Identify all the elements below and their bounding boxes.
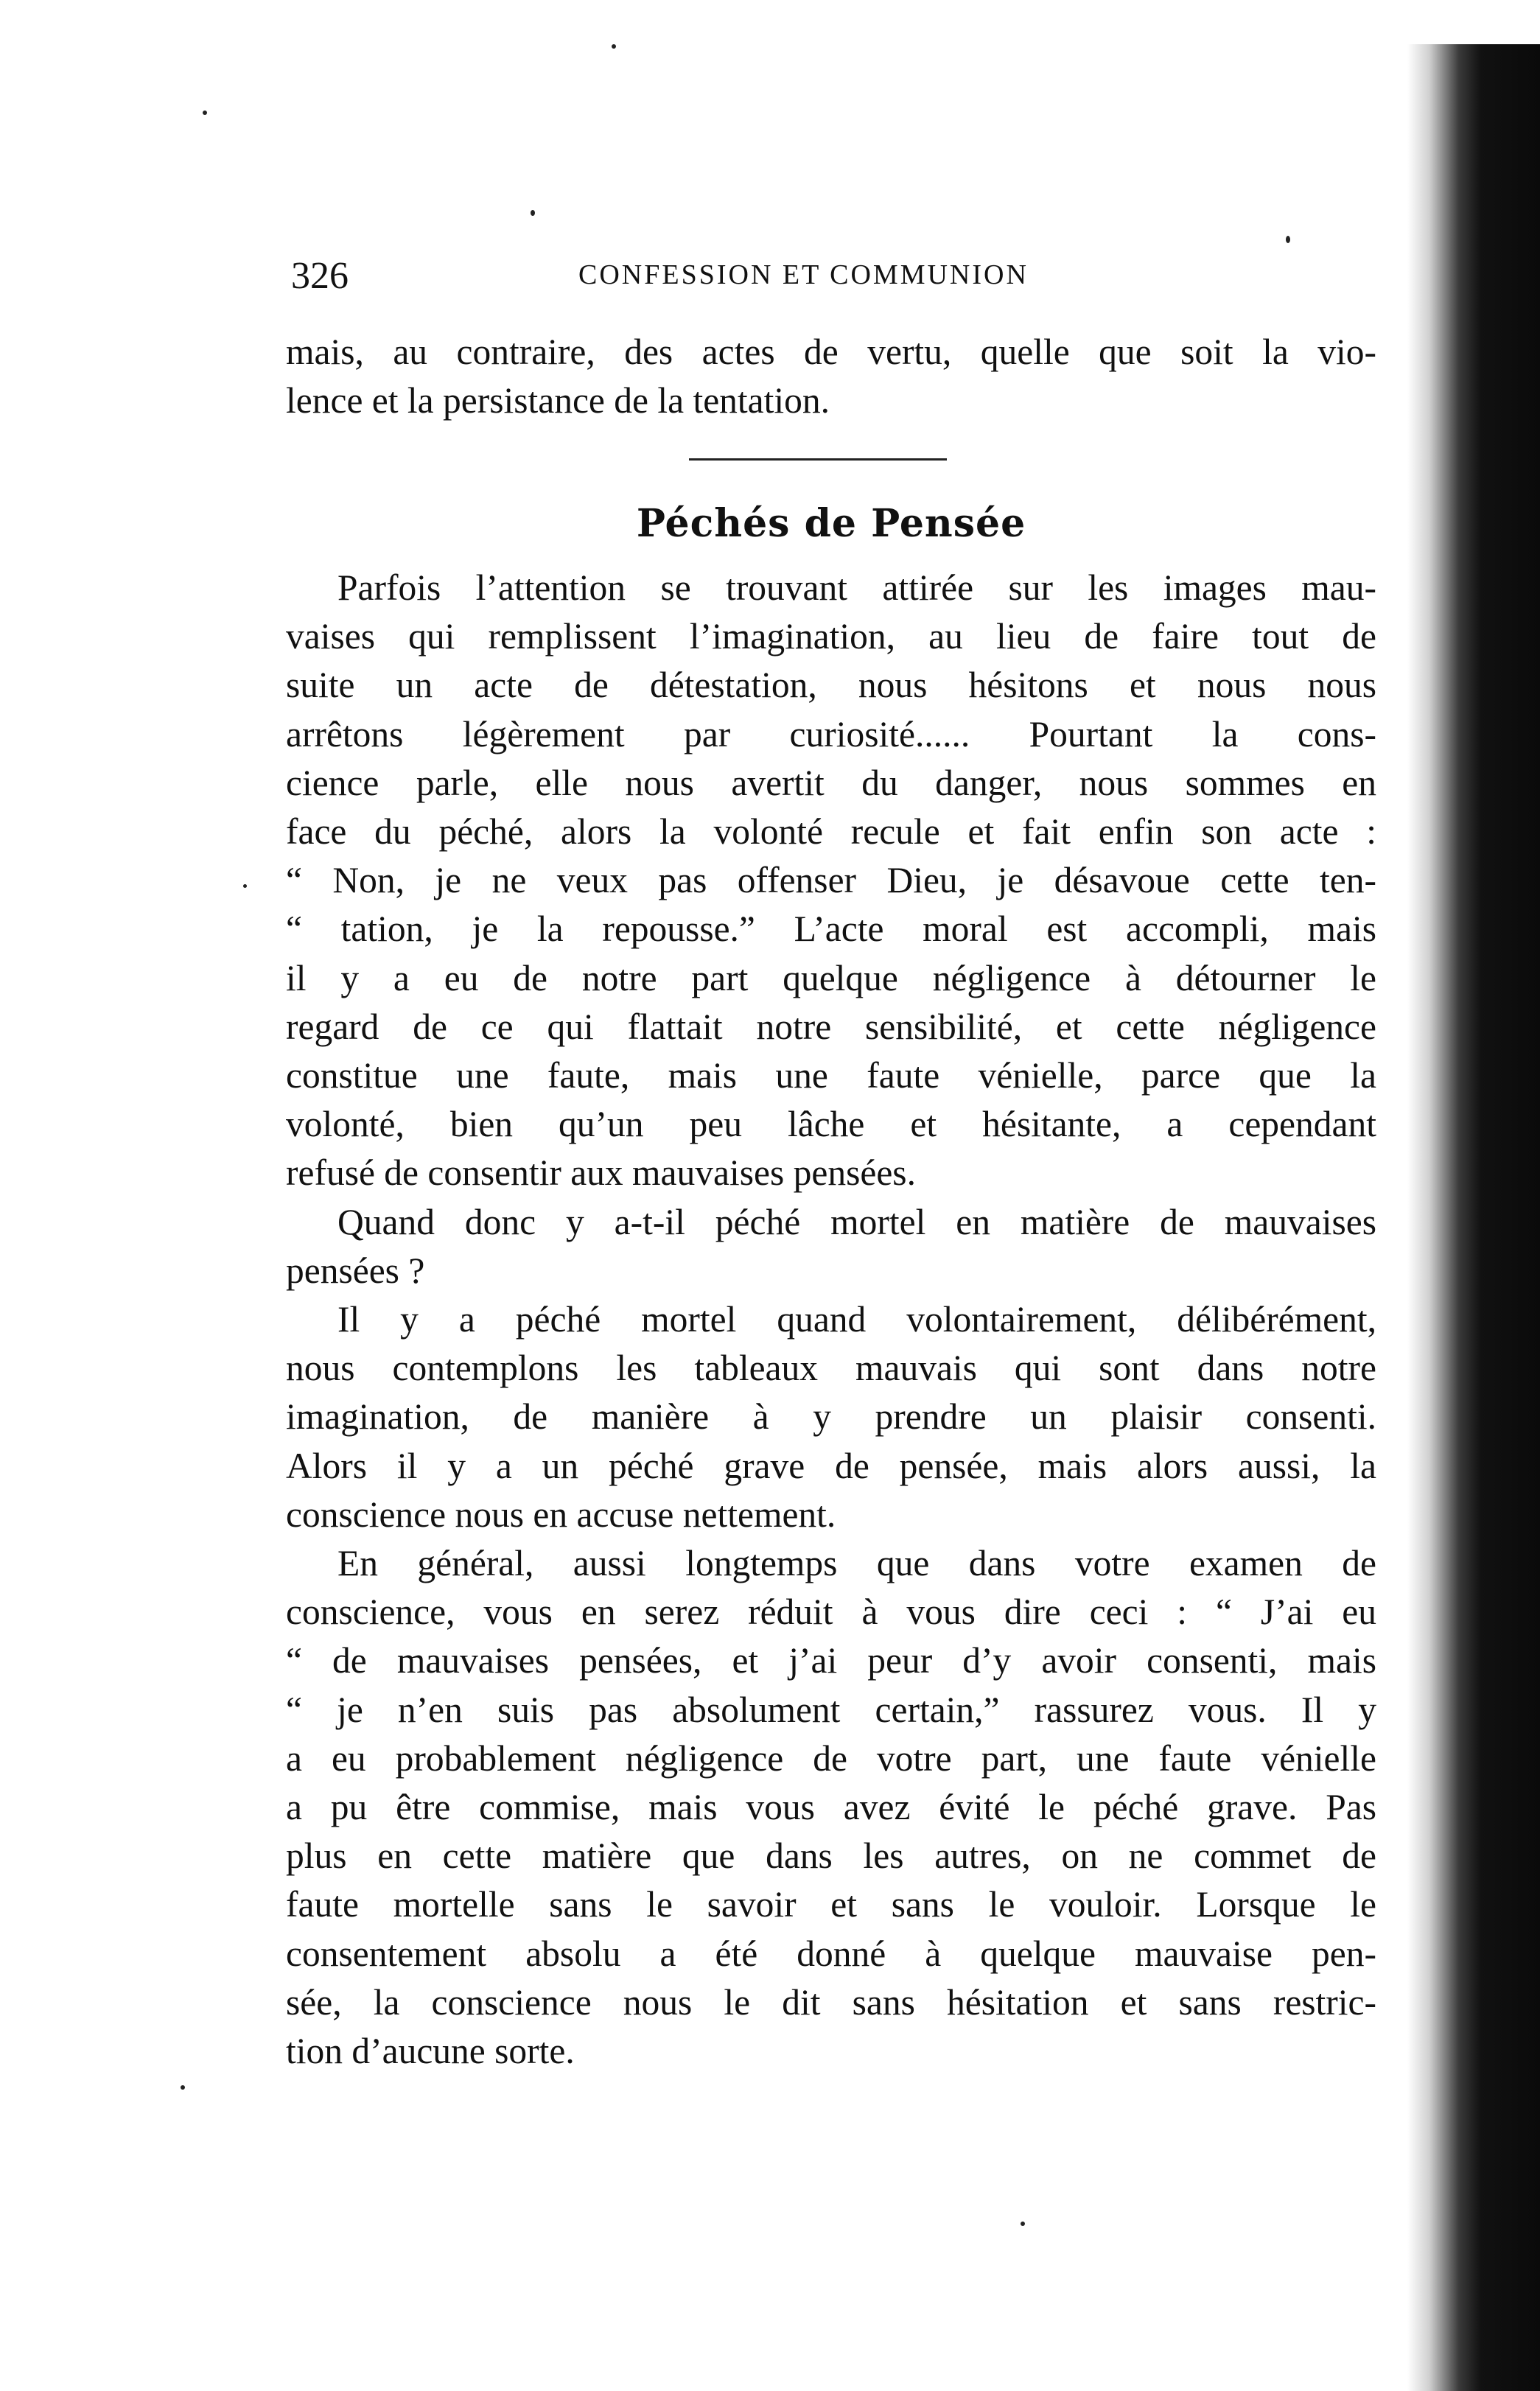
text-line: suite un acte de détestation, nous hésitons et nous nous: [286, 665, 1376, 706]
text-line: “ de mauvaises pensées, et j’ai peur d’y avoir consenti, mais: [286, 1640, 1376, 1681]
text-line: constitue une faute, mais une faute vénielle, parce que la: [286, 1055, 1376, 1096]
scan-speck: [1286, 236, 1290, 243]
text-line: Quand donc y a-t-il péché mortel en matière de mauvaises: [337, 1201, 1376, 1242]
text-line: imagination, de manière à y prendre un plaisir consenti.: [286, 1396, 1376, 1438]
paragraph-continuation: [286, 328, 1376, 425]
text-line: cience parle, elle nous avertit du danger, nous sommes en: [286, 762, 1376, 803]
text-line: regard de ce qui flattait notre sensibilité, et cette négligence: [286, 1006, 1376, 1047]
text-line: “ je n’en suis pas absolument certain,” rassurez vous. Il y: [286, 1689, 1376, 1730]
page-header: [291, 254, 1374, 298]
text-line: lence et la persistance de la tentation.: [286, 380, 830, 421]
text-line: a eu probablement négligence de votre part, une faute vénielle: [286, 1737, 1376, 1779]
text-line: refusé de consentir aux mauvaises pensées.: [286, 1152, 916, 1194]
text-line: sée, la conscience nous le dit sans hésitation et sans restric-: [286, 1981, 1376, 2023]
scan-edge-shadow: [1407, 44, 1540, 2391]
text-line: conscience nous en accuse nettement.: [286, 1494, 836, 1535]
text-line: il y a eu de notre part quelque négligence à détourner le: [286, 957, 1376, 998]
text-line: face du péché, alors la volonté recule et fait enfin son acte :: [286, 811, 1376, 853]
text-line: Alors il y a un péché grave de pensée, mais alors aussi, la: [286, 1445, 1376, 1486]
text-line: Il y a péché mortel quand volontairement, délibérément,: [337, 1299, 1376, 1340]
text-line: faute mortelle sans le savoir et sans le vouloir. Lorsque le: [286, 1884, 1376, 1925]
text-line: Parfois l’attention se trouvant attirée sur les images mau-: [337, 567, 1376, 608]
scan-speck: [612, 44, 616, 49]
text-line: mais, au contraire, des actes de vertu, quelle que soit la vio-: [286, 332, 1376, 372]
scan-speck: [243, 884, 247, 888]
text-line: arrêtons légèrement par curiosité...... Pourtant la cons-: [286, 713, 1376, 755]
text-line: pensées ?: [286, 1250, 425, 1291]
scan-speck: [1021, 2222, 1025, 2226]
body-paragraphs: [286, 564, 1376, 2076]
text-line: “ tation, je la repousse.” L’acte moral est accompli, mais: [286, 909, 1376, 950]
page-number: 326: [291, 255, 349, 297]
text-line: nous contemplons les tableaux mauvais qui sont dans notre: [286, 1348, 1376, 1389]
text-line: “ Non, je ne veux pas offenser Dieu, je désavoue cette ten-: [286, 860, 1376, 901]
scan-speck: [203, 111, 207, 115]
text-line: plus en cette matière que dans les autres, on ne commet de: [286, 1835, 1376, 1877]
text-line: tion d’aucune sorte.: [286, 2031, 575, 2072]
section-title: Péchés de Pensée: [636, 501, 1026, 546]
text-line: conscience, vous en serez réduit à vous dire ceci : “ J’ai eu: [286, 1592, 1376, 1633]
text-line: volonté, bien qu’un peu lâche et hésitante, a cependant: [286, 1104, 1376, 1145]
text-line: a pu être commise, mais vous avez évité le péché grave. Pas: [286, 1787, 1376, 1828]
scan-speck: [531, 210, 535, 216]
text-line: consentement absolu a été donné à quelque mauvaise pen-: [286, 1933, 1376, 1974]
running-head: CONFESSION ET COMMUNION: [578, 259, 1029, 290]
text-line: vaises qui remplissent l’imagination, au lieu de faire tout de: [286, 616, 1376, 657]
text-line: En général, aussi longtemps que dans votre examen de: [337, 1543, 1376, 1584]
section-divider: [689, 458, 947, 461]
scan-speck: [181, 2085, 185, 2090]
